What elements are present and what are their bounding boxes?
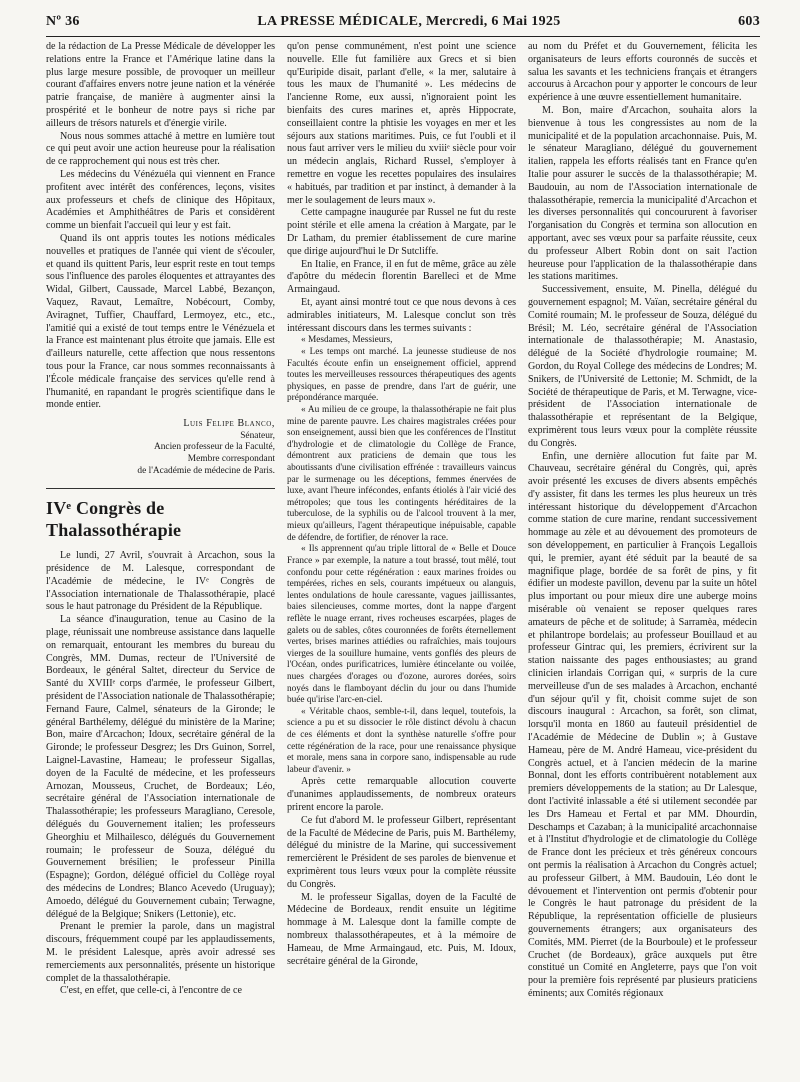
page-header [46, 0, 760, 37]
paragraph: M. Bon, maire d'Arcachon, souhaita alors la bienvenue à tous les congressistes au nom de la municipalité et de la population arcachonnaise. Puis, M. le sénateur Maragliano, délégué du gouvernement italien, rappela les efforts réalisés tant en France qu'en Italie pour assurer le succès de la thalassothérapie; M. Baudouin, au nom de l'Association internationale de thalassothérapie, remercia la municipalité d'Arcachon et les diverses personnalités qui concoururent à favoriser l'organisation du Congrès et termina son allocution en apportant, avec ses vœux pour sa parfaite réussite, ceux du professeur Albert Robin dont on sait l'action heureuse pour l'application de la thalassothérapie dans les stations maritimes. [528, 104, 757, 283]
author-title: Ancien professeur de la Faculté, [153, 442, 275, 453]
column-2 [287, 41, 516, 1081]
author-name: Luis Felipe Blanco, [183, 418, 275, 430]
column-1 [46, 41, 275, 1081]
paragraph: qu'on pense communément, n'est point une science nouvelle. Elle fut familière aux Grecs et si bien qu'Euripide disait, parlant d'elle, « la mer, salutaire à tous les maux de l'humanité ». Les médecins de l'ancienne Rome, eux aussi, n'ignoraient point les bienfaits des cures marines et, après Hippocrate, conseillaient contre la phtisie les voyages en mer et les séjours aux stations maritimes. Puis, ce fut l'oubli et il nous faut arriver vers le milieu du xviiiᵉ siècle pour voir un médecin anglais, Richard Russel, s'employer à remettre en vogue les recettes populaires des insulaires « habitués, par tradition et par instinct, à demander à la mer le soulagement de leurs maux ». [287, 41, 516, 206]
author-title: Membre correspondant [187, 454, 275, 465]
paragraph: Enfin, une dernière allocution fut faite par M. Chauveau, secrétaire général du Congrès, qui, après avoir présenté les excuses de divers absents empêchés d'y assister, fit dans les termes les plus heureux un très intéressant historique du développement d'Arcachon comme station de cure marine, rendant successivement hommage au zèle et au dévouement des promoteurs de son développement, en particulier à François Legallois qui, le premier, ayant été séduit par la beauté de sa magnifique plage, bordée de sa forêt de pins, y fit édifier un modeste pavillon, devenu par la suite un hôtel plus important ou pour mieux dire une auberge moins misérable où venaient se reposer quelques rares amateurs de pêche et de solitude; à Sarramèa, médecin et philantrope bordelais; au professeur Bouillaud et au professeur Gintrac qui, les premiers, écrivirent sur la station naissante des pages enthousiastes; au grand clinicien irlandais Corrigan qui, « surpris de la cure merveilleuse d'un de ses malades à Arcachon, enchanté d'un séjour qu'il y fit, choisit comme sujet de son discours inaugural : Arcachon, sa forêt, son climat, lorsqu'il monta en 1860 au fauteuil présidentiel de l'Académie de Médecine de Dublin »; à Gustave Hameau, père de M. André Hameau, vice-président du Congrès actuel, et à l'ancien médecin de la marine Bonnal, dont les efforts contribuèrent notablement aux premiers développements de la station; au Dr Lalesque, dont l'activité inlassable a été si utilement secondée par les Drs Hameau et Fertal et par MM. Dhourdin, Deschamps et Cazaban; à la municipalité arcachonnaise et à l'Institut d'hydrologie et de climatologie du Collège de France dont les précieux et très généreux concours ont permis la réalisation à Arcachon du Congrès actuel; au professeur Gilbert, à MM. Baudouin, Léo dont le dévouement et l'intervention ont permis d'obtenir pour le Congrès le haut patronage du président de la République, la représentation officielle de plusieurs gouvernements étrangers; aux organisateurs des Comités, MM. Pierret (de la Bourboule) et le professeur Cruchet (de Bordeaux), grâce auxquels put être constitué un Comité en Angleterre, pays que l'on voit pour la première fois représenté par plusieurs praticiens éminents; aux Comités régionaux [528, 450, 757, 999]
column-3 [528, 41, 757, 1081]
issue-number: Nº 36 [46, 14, 80, 29]
paragraph: Ce fut d'abord M. le professeur Gilbert, représentant de la Faculté de Médecine de Paris, puis M. Barthélemy, délégué du ministre de la Marine, qui successivement remercièrent le Président de ses paroles de bienvenue et exprimèrent tous leurs vœux pour la complète réussite du Congrès. [287, 814, 516, 890]
paragraph: Quand ils ont appris toutes les notions médicales nouvelles et pratiques de l'année qui vient de s'écouler, et quand ils quittent Paris, leur esprit reste en tout temps sous l'influence des paroles éloquentes et attrayantes des Widal, Gilbert, Caussade, Marcel Labbé, Bezançon, Vaquez, Ravaut, Lemaître, Nobécourt, Comby, Aviragnet, Tuffier, Chauffard, Lermoyez, etc., etc., l'amitié qui a existé de tout temps entre le Vénézuela et la France est maintenant plus étroite que jamais. Elle est d'ailleurs naturelle, cette affection que nous ressentons tous pour la France, car nous sommes reconnaissants à l'École médicale française des services qu'elle rend à l'humanité, en rapandant le progrès scientifique dans le monde entier. [46, 232, 275, 411]
paragraph: La séance d'inauguration, tenue au Casino de la plage, réunissait une nombreuse assistance dans laquelle on remarquait, entourant les membres du bureau du Congrès, MM. Dumas, recteur de l'Université de Bordeaux, le général Saltet, directeur du Service de Santé du XVIIIᵉ corps d'armée, le professeur Gilbert, président de l'Association nationale de Thalassothérapie; Fernand Faure, Calmel, sénateurs de la Gironde; le général Barthélemy, délégué du ministère de la Marine; Bon, maire d'Arcachon; Idoux, secrétaire général de la Gironde; le professeur Desgrez; les Drs Guinon, Sorrel, Laignel-Lavastine, Hameau; le professeur Sigallas, doyen de la Faculté de médecine, et les professeurs Arnozan, Mousseus, Cruchet, de Bordeaux; Léo, secrétaire général de l'Association internationale de Thalassothérapie; les professeurs Maragliano, Ceresole, délégués du Gouvernement italien; les professeurs Gheorghiu et Milhailesco, délégués du Gouvernement roumain; le professeur de Souza, délégué du Gouvernement brésilien; le professeur Pinilla (Espagne); Gordon, délégué officiel du Collège royal des médecins de Londres; Blanco Acevedo (Uruguay); Amoedo, délégué du Gouvernement cubain; Terwagne, délégué de la Belgique; Snikers (Lettonie), etc. [46, 614, 275, 920]
page-number: 603 [738, 14, 760, 29]
quote-paragraph: « Les temps ont marché. La jeunesse studieuse de nos Facultés écoute enfin un enseignement officiel, apprend toutes les merveilleuses ressources thérapeutiques des agents physiques, en passe de prendre, dans l'art de guérir, une prépondérance marquée. [287, 346, 516, 404]
paragraph: En Italie, en France, il en fut de même, grâce au zèle d'apôtre du médecin florentin Barelleci et de Mme Armaingaud. [287, 258, 516, 296]
paragraph: Nous nous sommes attaché à mettre en lumière tout ce qui peut avoir une action heureuse pour la réalisation de ce rapprochement qui nous est très cher. [46, 130, 275, 168]
issue-date: Mercredi, 6 Mai 1925 [425, 14, 561, 29]
quote-paragraph: « Véritable chaos, semble-t-il, dans lequel, toutefois, la science a pu et su dissocier le rôle distinct dévolu à chacun de ces éléments et dont la synthèse naturelle s'offre pour cette régénération de la race, pour une renaissance physique et morale, mens sana in corpore sano, indispensable au rude labeur d'avenir. » [287, 706, 516, 775]
paragraph: Successivement, ensuite, M. Pinella, délégué du gouvernement espagnol; M. Vaïan, secrétaire général du Comité roumain; M. le professeur de Souza, délégué du Brésil; M. Léo, secrétaire général de l'Association internationale de thalassothérapie; M. Anastasio, délégué de la Société d'hydrologie roumaine; M. Gordon, du Royal College des médecins de Londres; M. Snikers, de l'Université de Lettonie; M. Schmidt, de la Société de thérapeutique de Paris, et M. Terwagne, vice-président de l'Association internationale de thalassothérapie et représentant de la Belgique, exprimèrent tous leurs vœux pour la complète réussite du Congrès. [528, 284, 757, 449]
paragraph: Le lundi, 27 Avril, s'ouvrait à Arcachon, sous la présidence de M. Lalesque, correspondant de l'Académie de médecine, le IVᵉ Congrès de l'Association internationale de Thalassothérapie, placé sous le haut patronage du Président de la République. [46, 550, 275, 613]
paragraph: au nom du Préfet et du Gouvernement, félicita les organisateurs de leurs efforts couronnés de succès et salua les savants et les techniciens français et étrangers accourus à Arcachon pour y apporter le concours de leur expérience à une œuvre essentiellement humanitaire. [528, 41, 757, 104]
paragraph: Les médecins du Vénézuéla qui viennent en France profitent avec intérêt des conférences, leçons, visites aux professeurs et chefs de clinique des Hôpitaux, Académies et Amphithéâtres de Paris et considèrent comme un bienfait l'accueil qui leur y est fait. [46, 168, 275, 232]
paragraph: C'est, en effet, que celle-ci, à l'encontre de ce [60, 985, 242, 997]
quote-paragraph: « Au milieu de ce groupe, la thalassothérapie ne fait plus mine de parente pauvre. Les chaires magistrales créées pour son enseignement, aussi bien que les conférences de l'Institut d'hydrologie et de climatologie du Collège de France, démontrent aux praticiens de demain que tous les aboutissants d'une civilisation effrénée : travailleurs vaincus par le surmenage ou les déceptions, femmes énervées de luxe, avant l'heure infécondes, enfants étiolés à l'air vicié des métropoles; que tous les contingents héréditaires de la tuberculose, de la syphilis ou de l'alcool trouvent à la mer, mieux qu'ailleurs, l'agent thérapeutique inépuisable, capable de défendre, de fortifier, de rénover la race. [287, 404, 516, 543]
paragraph: Et, ayant ainsi montré tout ce que nous devons à ces admirables initiateurs, M. Lalesque conclut son très intéressant discours dans les termes suivants : [287, 296, 516, 334]
text-columns [46, 41, 760, 1081]
signature-block [46, 418, 275, 478]
quote-paragraph: « Ils apprennent qu'au triple littoral de « Belle et Douce France » par exemple, la nature a tout brassé, tout mêlé, tout confondu pour cette régénération : eaux marines froides ou tempérées, riches en sels, courants impétueux ou alanguis, lentes ondulations de houle caressante, vagues jaillissantes, baies silencieuses, comme mortes, dont la nappe d'argent reflète le nuage errant, rives rocheuses escarpées, plages de galets ou de sables, côtes couronnées de forêts éternellement vertes, brises marines attiédies ou rafraîchies, mais toujours vierges de la souillure humaine, vents gonflés des pleurs de l'Océan, ondes purificatrices, lumière étincelante ou voilée, nues chargées d'orages ou d'ozone, aurores dorées, soirs noyés dans le flamboyant déclin du jour ou dans l'humide buée qu'irise l'arc-en-ciel. [287, 544, 516, 706]
author-title: Sénateur, [240, 430, 275, 441]
quote-paragraph: « Mesdames, Messieurs, [301, 335, 393, 346]
paragraph: de la rédaction de La Presse Médicale de développer les relations entre la France et l'Amérique latine dans la plus large mesure possible, de provoquer un meilleur courant d'affaires envers notre jeune nation et la vénérée patrie française, de manière à augmenter ainsi la prospérité et le bonheur de notre pays si riche par ailleurs de trésors naturels et d'énergie virile. [46, 41, 275, 129]
paragraph: M. le professeur Sigallas, doyen de la Faculté de Médecine de Bordeaux, rendit ensuite un légitime hommage à M. Lalesque dont la famille compte de nombreux thalassothérapeutes, et à la mémoire de Hameau, de Mme Armaingaud, etc. Puis, M. Idoux, secrétaire général de la Gironde, [287, 891, 516, 967]
section-heading: IVᵉ Congrès de Thalassothérapie [46, 497, 182, 541]
paragraph: Après cette remarquable allocution couverte d'unanimes applaudissements, de nombreux orateurs prirent encore la parole. [287, 776, 516, 814]
author-title: de l'Académie de médecine de Paris. [137, 465, 275, 476]
paragraph: Cette campagne inaugurée par Russel ne fut du reste point stérile et elle amena la création à Margate, par le Dr Latham, du premier établissement de cure marine que dirige aujourd'hui le Dr Sutcliffe. [287, 207, 516, 257]
section-divider [46, 488, 275, 489]
paragraph: Prenant le premier la parole, dans un magistral discours, fréquemment coupé par les applaudissements, M. le président Lalesque, après avoir adressé ses remerciements aux personnalités, présente un historique complet de la thassalothérapie. [46, 921, 275, 984]
journal-title: LA PRESSE MÉDICALE, [257, 14, 423, 29]
journal-title-date [257, 14, 560, 30]
